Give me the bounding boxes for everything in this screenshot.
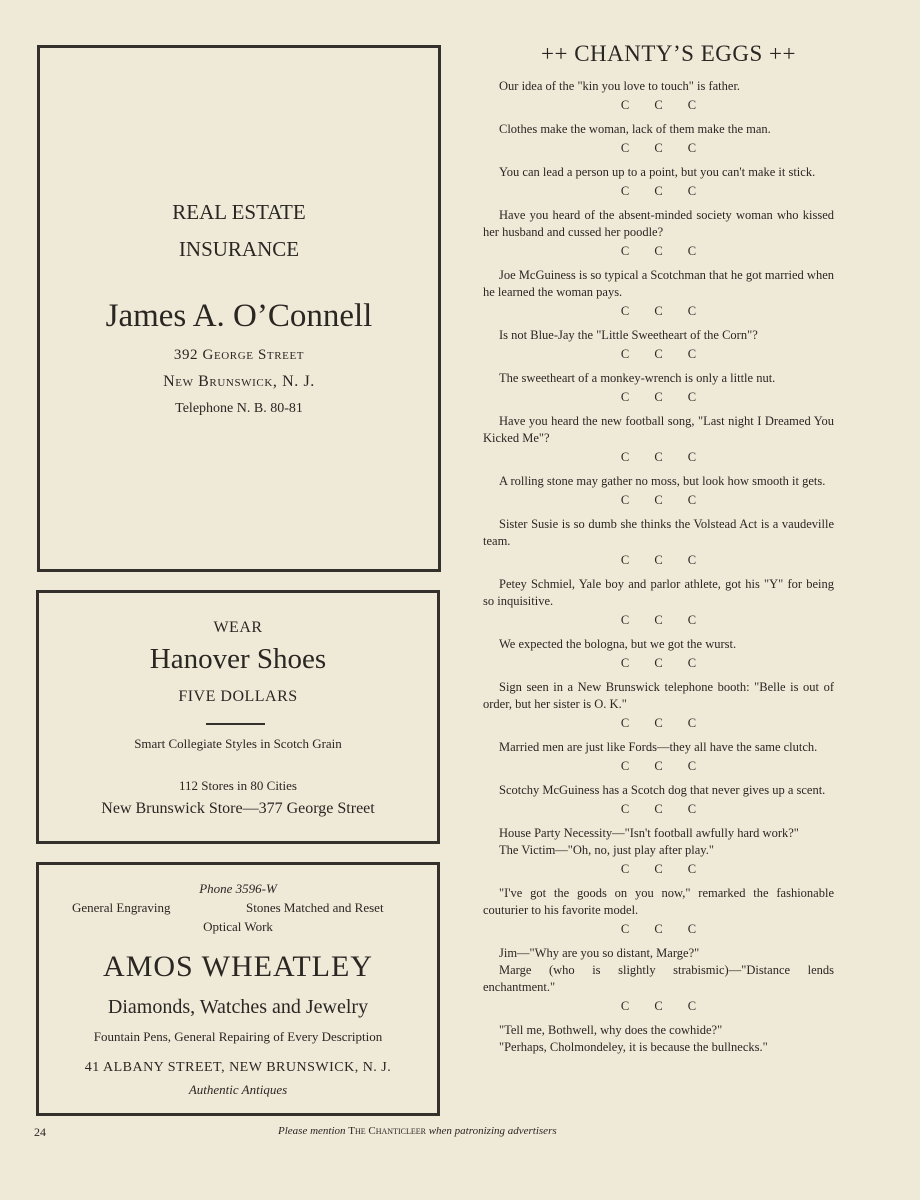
separator: C C C: [620, 304, 697, 318]
joke-text: The Victim—"Oh, no, just play after play.": [499, 843, 714, 857]
joke-text: Joe McGuiness is so typical a Scotchman that he got married when he learned the woman pays.: [483, 268, 834, 299]
ad-stones: Stones Matched and Reset: [246, 900, 384, 915]
ad-line-real-estate: REAL ESTATE: [172, 200, 306, 224]
separator: C C C: [620, 98, 697, 112]
ad-street-address: 392 George Street: [173, 347, 305, 363]
joke-text: You can lead a person up to a point, but you can't make it stick.: [499, 165, 816, 179]
separator: C C C: [620, 759, 697, 773]
ad-advertiser-name: AMOS WHEATLEY: [103, 950, 373, 983]
joke-text: House Party Necessity—"Isn't football awfully hard work?": [499, 826, 799, 840]
ad-optical: Optical Work: [203, 919, 273, 934]
separator: C C C: [620, 390, 697, 404]
ad-store-location: New Brunswick Store—377 George Street: [101, 800, 375, 817]
joke-text: Jim—"Why are you so distant, Marge?": [499, 946, 700, 960]
ad-city: New Brunswick, N. J.: [163, 373, 315, 390]
publication-name: The Chanticleer: [348, 1125, 426, 1137]
joke-text: Petey Schmiel, Yale boy and parlor athlete, got his "Y" for being so inquisitive.: [483, 577, 834, 608]
footer-note-post: when patronizing advertisers: [428, 1125, 557, 1137]
separator: C C C: [620, 613, 697, 627]
joke-text: Sign seen in a New Brunswick telephone booth: "Belle is out of order, but her sister is O. K.": [483, 680, 834, 711]
ad-products: Diamonds, Watches and Jewelry: [107, 996, 369, 1018]
joke-text: Is not Blue-Jay the "Little Sweetheart of the Corn"?: [499, 328, 758, 342]
ad-stores: 112 Stores in 80 Cities: [179, 778, 297, 793]
separator: C C C: [620, 862, 697, 876]
joke-text: Marge (who is slightly strabismic)—"Distance lends enchantment.": [483, 963, 834, 994]
joke-text: Clothes make the woman, lack of them make the man.: [499, 122, 771, 136]
ad-real-estate: [37, 45, 441, 572]
divider: [206, 723, 265, 725]
separator: C C C: [620, 347, 697, 361]
ad-price: FIVE DOLLARS: [178, 688, 298, 705]
footer-note: [278, 1125, 557, 1137]
ad-amos-wheatley: [36, 862, 440, 1116]
joke-text: Our idea of the "kin you love to touch" is father.: [499, 79, 741, 93]
joke-text: Have you heard of the absent-minded society woman who kissed her husband and cussed her poodle?: [483, 208, 834, 239]
joke-text: A rolling stone may gather no moss, but look how smooth it gets.: [499, 474, 826, 488]
ad-address: 41 ALBANY STREET, NEW BRUNSWICK, N. J.: [84, 1060, 392, 1075]
ad-brand: Hanover Shoes: [149, 643, 327, 675]
joke-text: "Perhaps, Cholmondeley, it is because the bullnecks.": [499, 1040, 768, 1054]
ad-antiques: Authentic Antiques: [188, 1082, 288, 1097]
ad-advertiser-name: James A. O’Connell: [105, 298, 373, 334]
jokes-column: [483, 78, 834, 1056]
separator: C C C: [620, 922, 697, 936]
joke-text: Sister Susie is so dumb she thinks the Volstead Act is a vaudeville team.: [483, 517, 834, 548]
page-number: 24: [34, 1125, 46, 1139]
separator: C C C: [620, 244, 697, 258]
separator: C C C: [620, 493, 697, 507]
joke-text: The sweetheart of a monkey-wrench is only a little nut.: [499, 371, 776, 385]
ad-services: Fountain Pens, General Repairing of Every Description: [93, 1029, 383, 1044]
separator: C C C: [620, 999, 697, 1013]
ad-engraving: General Engraving: [72, 900, 171, 915]
ad-phone: Phone 3596-W: [199, 881, 277, 896]
separator: C C C: [620, 141, 697, 155]
joke-text: Married men are just like Fords—they all have the same clutch.: [499, 740, 818, 754]
ad-telephone: Telephone N. B. 80-81: [175, 401, 303, 416]
separator: C C C: [620, 553, 697, 567]
ad-line-insurance: INSURANCE: [178, 237, 300, 261]
ad-styles: Smart Collegiate Styles in Scotch Grain: [134, 736, 342, 751]
joke-text: "I've got the goods on you now," remarked the fashionable couturier to his favorite model.: [483, 886, 834, 917]
joke-text: Scotchy McGuiness has a Scotch dog that never gives up a scent.: [499, 783, 826, 797]
separator: C C C: [620, 450, 697, 464]
joke-text: "Tell me, Bothwell, why does the cowhide?": [499, 1023, 723, 1037]
ad-wear: WEAR: [213, 619, 263, 636]
separator: C C C: [620, 802, 697, 816]
joke-text: We expected the bologna, but we got the wurst.: [499, 637, 737, 651]
separator: C C C: [620, 716, 697, 730]
column-title: ++ CHANTY’S EGGS ++: [541, 41, 796, 66]
ad-hanover-shoes: [36, 590, 440, 844]
joke-text: Have you heard the new football song, "Last night I Dreamed You Kicked Me"?: [483, 414, 834, 445]
footer-note-pre: Please mention: [278, 1125, 346, 1137]
separator: C C C: [620, 656, 697, 670]
separator: C C C: [620, 184, 697, 198]
